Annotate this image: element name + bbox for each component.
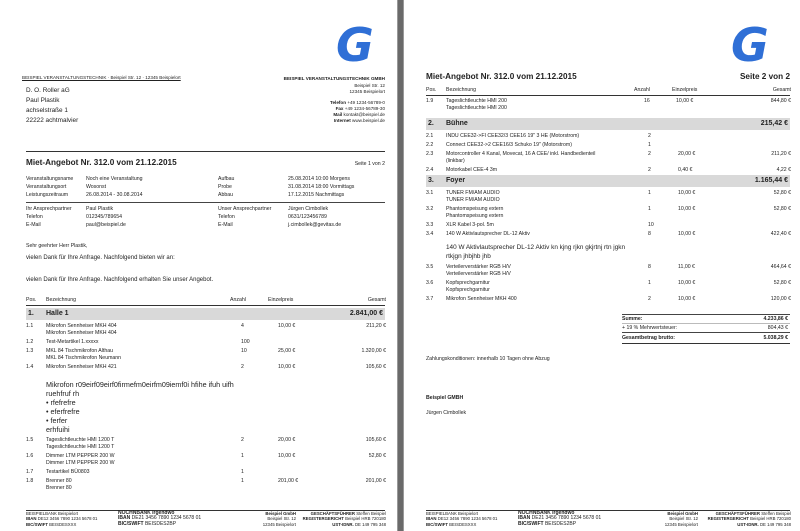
logo-icon: G (731, 18, 769, 72)
company-street: Beispiel Str. 12 (354, 83, 385, 88)
cell-total: 120,00 € (770, 296, 791, 302)
sum-label: Summe: (622, 316, 643, 322)
cell-pos: 3.1 (426, 190, 434, 196)
footer-legal (303, 511, 386, 527)
cell-sub: Phantomspeisung extern (446, 213, 504, 219)
footer-text: BEISDESXXX (449, 521, 477, 527)
sender-line: BEISPIEL VERANSTALTUNGSTECHNIK · Beispiel Str. 12 · 12345 Beispielort (22, 75, 181, 80)
table-row (26, 453, 386, 460)
footer-bank-1 (26, 511, 97, 527)
recipient-line-4: 22222 achtmalvier (26, 117, 79, 124)
cell-total: 52,80 € (773, 206, 791, 212)
footer-text: Steffen Beispiel (761, 511, 791, 516)
header-pos: Pos. (26, 297, 37, 303)
table-row (426, 190, 791, 197)
footer-label: BIC/SWIFT (426, 521, 448, 527)
table-row (26, 364, 386, 371)
footer-company (638, 511, 698, 527)
cell-pos: 1.3 (26, 348, 34, 354)
footer-text: Beispiel HRB 720180 (345, 516, 386, 522)
long-text-line: 140 W Aktivlautsprecher DL-12 Aktiv kn kjng rjkn gkjrtnj rtn jgkn (446, 244, 626, 251)
header-total: Gesamt (772, 87, 791, 93)
cell-pos: 1.1 (26, 323, 34, 329)
total-value: 5.038,29 € (763, 335, 788, 341)
header-price: Einzelpreis (268, 297, 294, 303)
sum-value: 4.233,86 € (763, 316, 788, 322)
footer-text: DE 149 795 348 (759, 521, 791, 527)
section-num: 1. (28, 310, 34, 317)
vat-label: + 19 % Mehrwertsteuer: (622, 325, 678, 331)
table-row-sub (426, 105, 791, 112)
footer-label: REGISTERGERICHT (707, 516, 749, 522)
cell-pos: 3.4 (426, 231, 434, 237)
footer-label: IBAN (518, 515, 531, 522)
footer-label: IBAN (426, 516, 437, 522)
footer-label: IBAN (118, 515, 131, 522)
cell-qty: 8 (648, 231, 651, 237)
footer-text: DE12 3456 7890 1234 5678 01 (37, 516, 98, 522)
fax-value: +49 1234-56789-30 (344, 106, 385, 111)
cell-price: 20,00 € (278, 437, 296, 443)
cell-qty: 2 (241, 437, 244, 443)
meta-label: Veranstaltungsort (26, 184, 67, 190)
salutation: Sehr geehrter Herr Plastik, (26, 243, 88, 249)
cell-price: 10,00 € (278, 364, 296, 370)
header-qty: Anzahl (634, 87, 650, 93)
table-row-sub (26, 330, 386, 337)
cell-pos: 3.2 (426, 206, 434, 212)
footer-text: BEISDES2BP (144, 520, 177, 527)
cell-desc: Testartikel BÜ0803 (46, 469, 90, 475)
footer-label: GESCHÄFTSFÜHRER (310, 511, 356, 516)
footer-text: Steffen Beispiel (356, 511, 386, 516)
footer-text: Beispiel GmbH (667, 511, 698, 516)
long-text-line: Mikrofon r09eirf09eirf0firmefm0eirfm09iemf0i hfihe ifuh uifh (46, 380, 234, 389)
bullet-text: rfefrefre (50, 398, 76, 407)
cell-qty: 1 (648, 190, 651, 196)
doc-title: Miet-Angebot Nr. 312.0 vom 21.12.2015 (426, 72, 577, 81)
cell-price: 11,00 € (678, 264, 695, 270)
internet-label: Internet (333, 118, 351, 123)
header-pos: Pos. (426, 87, 437, 93)
cell-price: 10,00 € (278, 323, 296, 329)
section-total: 1.165,44 € (754, 177, 788, 184)
cell-desc: Dimmer LTM PEPPER 200 W (46, 453, 115, 459)
cell-pos: 1.8 (26, 478, 34, 484)
meta-label: Leistungszeitraum (26, 192, 69, 198)
bullet-text: eferfrefre (50, 407, 80, 416)
table-row (26, 437, 386, 444)
cell-total: 844,80 € (770, 98, 791, 104)
cell-price: 10,00 € (678, 231, 696, 237)
table-row (426, 133, 791, 140)
table-row-sub (426, 271, 791, 278)
cell-qty: 2 (648, 167, 651, 173)
bullet-item: • rfefrefre (46, 398, 76, 407)
contact-label: E-Mail (26, 222, 41, 228)
contact-label: E-Mail (218, 222, 233, 228)
table-row-sub (26, 355, 386, 362)
phone-label: Telefon (330, 100, 347, 105)
cell-desc: Mikrofon Sennheiser MKH 421 (46, 364, 117, 370)
table-row (426, 98, 791, 105)
cell-pos: 2.1 (426, 133, 434, 139)
cell-desc: 140 W Aktivlautsprecher DL-12 Aktiv (446, 231, 530, 237)
table-row-sub (426, 197, 791, 204)
cell-price: 10,00 € (678, 296, 696, 302)
cell-total: 105,60 € (365, 437, 386, 443)
footer-text: DE 149 795 348 (354, 521, 386, 527)
intro-line-1: vielen Dank für Ihre Anfrage. Nachfolgend bieten wir an: (26, 255, 175, 261)
section-num: 2. (428, 120, 434, 127)
cell-price: 201,00 € (278, 478, 299, 484)
section-bar (426, 175, 790, 187)
footer-label: UST-IDNR. (332, 521, 354, 527)
cell-qty: 8 (648, 264, 651, 270)
header-price: Einzelpreis (672, 87, 698, 93)
cell-total: 211,20 € (771, 151, 791, 157)
footer-text: NOCHNBANK Irgendwo (118, 510, 175, 516)
cell-desc: MKL 84 Tischmikrofon Althau (46, 348, 113, 354)
page-label: Seite 2 von 2 (739, 72, 790, 81)
mail-label: Mail (333, 112, 343, 117)
cell-pos: 1.7 (26, 469, 34, 475)
vat-value: 804,43 € (767, 325, 788, 331)
recipient-address (26, 86, 78, 126)
cell-desc: Brenner 80 (46, 478, 72, 484)
meta-value: Noch eine Veranstaltung (86, 176, 143, 182)
cell-price: 10,00 € (676, 98, 694, 104)
table-row-sub (426, 213, 791, 220)
cell-desc: Mikrofon Sennheiser MKH 404 (46, 323, 117, 329)
cell-qty: 1 (241, 478, 244, 484)
contact-block (26, 206, 386, 230)
meta-value: 31.08.2014 18:00 Vormittags (288, 184, 355, 190)
bullet-item: • ferfer (46, 416, 68, 425)
cell-desc: Test-Metartikel 1.xxxxx (46, 339, 99, 345)
cell-sub: Tageslichtleuchte HMI 200 (446, 105, 507, 111)
table-row (26, 339, 386, 346)
cell-pos: 3.3 (426, 222, 434, 228)
cell-pos: 1.4 (26, 364, 34, 370)
cell-desc: Mikrofon Sennheiser MKH 400 (446, 296, 517, 302)
header-desc: Bezeichnung (446, 87, 476, 93)
footer-label: UST-IDNR. (737, 521, 759, 527)
table-row (426, 296, 791, 303)
cell-qty: 10 (241, 348, 247, 354)
cell-price: 20,00 € (678, 151, 696, 157)
table-row-sub (26, 444, 386, 451)
cell-price: 0,40 € (678, 167, 693, 173)
table-header (426, 87, 791, 95)
closing-person: Jürgen Cimbollek (426, 410, 467, 416)
cell-qty: 4 (241, 323, 244, 329)
logo-icon: G (336, 18, 374, 72)
footer-text: BEISDESXXX (49, 521, 77, 527)
cell-qty: 2 (241, 364, 244, 370)
contact-label: Telefon (26, 214, 43, 220)
meta-value: 17.12.2015 Nachmittags (288, 192, 345, 198)
footer-label: BIC/SWIFT (518, 520, 544, 527)
cell-qty: 1 (648, 280, 651, 286)
cell-price: 25,00 € (278, 348, 296, 354)
cell-pos: 2.3 (426, 151, 434, 157)
table-row (426, 264, 791, 271)
contact-value: 012345/789654 (86, 214, 123, 220)
footer-legal (708, 511, 791, 527)
cell-desc: Phantomspeisung extern (446, 206, 504, 212)
cell-desc: XLR Kabel 3-pol. 5m (446, 222, 494, 228)
meta-label: Aufbau (218, 176, 235, 182)
footer-text: Beispiel HRB 720180 (750, 516, 791, 522)
table-row (26, 478, 386, 485)
contact-label: Unser Ansprechpartner (218, 206, 272, 212)
meta-block (26, 176, 386, 200)
company-name: BEISPIEL VERANSTALTUNGSTECHNIK GMBH (283, 76, 385, 81)
footer-text: DE21 3456 7890 1234 5678 01 (131, 515, 202, 522)
cell-price: 10,00 € (678, 206, 696, 212)
long-text-line: ruehfruf rh (46, 389, 80, 398)
cell-pos: 3.5 (426, 264, 434, 270)
contact-value: j.cimbollek@gevitas.de (288, 222, 342, 228)
section-bar (426, 118, 790, 130)
table-row-sub (426, 158, 791, 165)
contact-value: Paul Plastik (86, 206, 114, 212)
long-text-line: erhfuihi (46, 425, 70, 434)
cell-pos: 1.9 (426, 98, 434, 104)
page-2 (403, 0, 800, 531)
recipient-line-2: Paul Plastik (26, 97, 60, 104)
cell-pos: 1.5 (26, 437, 34, 443)
table-row (426, 222, 791, 229)
cell-qty: 2 (648, 296, 651, 302)
contact-value: 0631/123456789 (288, 214, 327, 220)
long-text-block (446, 244, 625, 261)
cell-sub: TUNER FM/AM AUDIO (446, 197, 500, 203)
long-text-line: rtkjgn jhbjhb jhb (446, 252, 491, 260)
doc-title: Miet-Angebot Nr. 312.0 vom 21.12.2015 (26, 158, 177, 167)
cell-qty: 16 (644, 98, 650, 104)
cell-total: 52,80 € (773, 280, 791, 286)
cell-sub: Mikrofon Sennheiser MKH 404 (46, 330, 117, 336)
footer-bank-2 (118, 511, 201, 527)
footer-company (236, 511, 296, 527)
table-row (26, 323, 386, 330)
cell-pos: 2.4 (426, 167, 434, 173)
table-row (426, 151, 791, 158)
section-num: 3. (428, 177, 434, 184)
meta-value: 26.08.2014 - 30.08.2014 (86, 192, 143, 198)
cell-desc: Motorkabel CEE-4 3m (446, 167, 498, 173)
header-qty: Anzahl (230, 297, 246, 303)
cell-price: 10,00 € (678, 190, 696, 196)
table-row (26, 348, 386, 355)
section-total: 2.841,00 € (349, 310, 383, 317)
meta-value: 25.08.2014 10:00 Morgens (288, 176, 351, 182)
footer-label: GESCHÄFTSFÜHRER (715, 511, 761, 516)
cell-qty: 1 (648, 206, 651, 212)
footer-bank-1 (426, 511, 497, 527)
cell-desc: Tageslichtleuchte HMI 1200 T (46, 437, 115, 443)
cell-price: 10,00 € (278, 453, 296, 459)
contact-value: paul@beispiel.de (86, 222, 126, 228)
footer-text: DE12 3456 7890 1234 5678 01 (437, 516, 498, 522)
footer-text: Beispiel GmbH (265, 511, 296, 516)
cell-total: 4,22 € (776, 167, 791, 173)
cell-sub: Tageslichtleuchte HMI 1200 T (46, 444, 115, 450)
bullet-text: ferfer (50, 416, 68, 425)
table-header (26, 297, 386, 305)
table-row (426, 280, 791, 287)
footer-label: REGISTERGERICHT (302, 516, 344, 522)
meta-label: Probe (218, 184, 232, 190)
cell-desc: TUNER FM/AM AUDIO (446, 190, 500, 196)
cell-sub: (linkbar) (446, 158, 465, 164)
section-title: Halle 1 (46, 310, 69, 317)
footer-text: BEISDES2BP (544, 520, 577, 527)
recipient-line-3: achselstraße 1 (26, 107, 68, 114)
footer-text: Beispiel Str. 12 (669, 516, 698, 522)
cell-qty: 2 (648, 133, 651, 139)
footer (26, 511, 386, 529)
intro-line-2: vielen Dank für Ihre Anfrage. Nachfolgend erhalten Sie unser Angebot. (26, 277, 214, 283)
page-1 (0, 0, 398, 531)
header-total: Gesamt (367, 297, 386, 303)
footer-label: BIC/SWIFT (118, 520, 144, 527)
section-title: Foyer (446, 177, 466, 184)
cell-desc: Connect CEE32->2 CEE16/3 Schuko 19" (Motorstrom) (446, 142, 572, 148)
cell-pos: 3.7 (426, 296, 434, 302)
footer (426, 511, 791, 529)
footer-text: 12345 Beispielort (664, 521, 698, 527)
cell-desc: Tageslichtleuchte HMI 200 (446, 98, 507, 104)
table-row (426, 206, 791, 213)
header-desc: Bezeichnung (46, 297, 76, 303)
cell-total: 201,00 € (365, 478, 386, 484)
cell-sub: Kopfsprechgarnitur (446, 287, 490, 293)
table-row-sub (426, 287, 791, 294)
cell-total: 105,60 € (365, 364, 386, 370)
table-row (426, 142, 791, 149)
cell-qty: 1 (648, 142, 651, 148)
mail-value: kontakt@beispiel.de (343, 112, 385, 117)
section-bar (26, 308, 385, 320)
table-row-sub (26, 460, 386, 467)
table-row-sub (26, 485, 386, 492)
page-label: Seite 1 von 2 (354, 161, 385, 167)
cell-total: 52,80 € (368, 453, 386, 459)
table-row (26, 469, 386, 476)
cell-qty: 10 (648, 222, 654, 228)
footer-label: BIC/SWIFT (26, 521, 48, 527)
contact-value: Jürgen Cimbollek (288, 206, 329, 212)
total-label: Gesamtbetrag brutto: (622, 335, 676, 341)
cell-sub: Dimmer LTM PEPPER 200 W (46, 460, 115, 466)
cell-qty: 100 (241, 339, 250, 345)
payment-terms: Zahlungskonditionen: innerhalb 10 Tagen ohne Abzug (426, 356, 550, 362)
cell-pos: 3.6 (426, 280, 434, 286)
footer-text: DE21 3456 7890 1234 5678 01 (531, 515, 602, 522)
meta-value: Wosonst (86, 184, 107, 190)
cell-desc: Motorcontroller 4 Kanal, Movecat, 16 A CEE/ inkl. Handbedienteil (446, 151, 596, 157)
footer-text: BEISPIELBANK Beispielort (426, 511, 479, 516)
contact-label: Ihr Ansprechpartner (26, 206, 72, 212)
closing-company: Beispiel GMBH (426, 395, 464, 401)
cell-pos: 1.6 (26, 453, 34, 459)
footer-label: IBAN (26, 516, 37, 522)
footer-text: 12345 Beispielort (262, 521, 296, 527)
footer-bank-2 (518, 511, 601, 527)
cell-desc: Kopfsprechgarnitur (446, 280, 490, 286)
cell-qty: 2 (648, 151, 651, 157)
footer-text: Beispiel Str. 12 (267, 516, 296, 522)
cell-sub: Brenner 80 (46, 485, 72, 491)
cell-pos: 2.2 (426, 142, 434, 148)
cell-total: 464,64 € (770, 264, 791, 270)
cell-pos: 1.2 (26, 339, 34, 345)
phone-value: +49 1234-56789-0 (347, 100, 385, 105)
cell-total: 1.320,00 € (361, 348, 386, 354)
cell-total: 52,80 € (773, 190, 791, 196)
company-city: 12345 Beispielort (349, 89, 385, 94)
table-row (426, 167, 791, 174)
meta-label: Veranstaltungsname (26, 176, 74, 182)
footer-text: NOCHNBANK Irgendwo (518, 510, 575, 516)
cell-qty: 1 (241, 469, 244, 475)
cell-total: 422,40 € (770, 231, 791, 237)
fax-label: Fax (335, 106, 344, 111)
meta-label: Abbau (218, 192, 234, 198)
footer-text: BEISPIELBANK Beispielort (26, 511, 79, 516)
contact-label: Telefon (218, 214, 235, 220)
internet-value: www.beispiel.de (352, 118, 385, 123)
cell-qty: 1 (241, 453, 244, 459)
bullet-item: • eferfrefre (46, 407, 80, 416)
section-total: 215,42 € (760, 120, 788, 127)
company-internet (334, 118, 385, 124)
section-title: Bühne (446, 120, 468, 127)
table-row (426, 231, 791, 238)
cell-desc: Verteilerverstärker RGB H/V (446, 264, 511, 270)
cell-price: 10,00 € (678, 280, 696, 286)
recipient-line-1: D. O. Roller aG (26, 87, 70, 94)
cell-total: 211,20 € (366, 323, 386, 329)
cell-sub: MKL 84 Tischmikrofon Neumann (46, 355, 122, 361)
long-text-block (46, 380, 234, 434)
cell-desc: INDU CEE32->FI CEE32/3 CEE16 19" 3 HE (Motorstrom) (446, 133, 580, 139)
cell-sub: Verteilerverstärker RGB H/V (446, 271, 511, 277)
